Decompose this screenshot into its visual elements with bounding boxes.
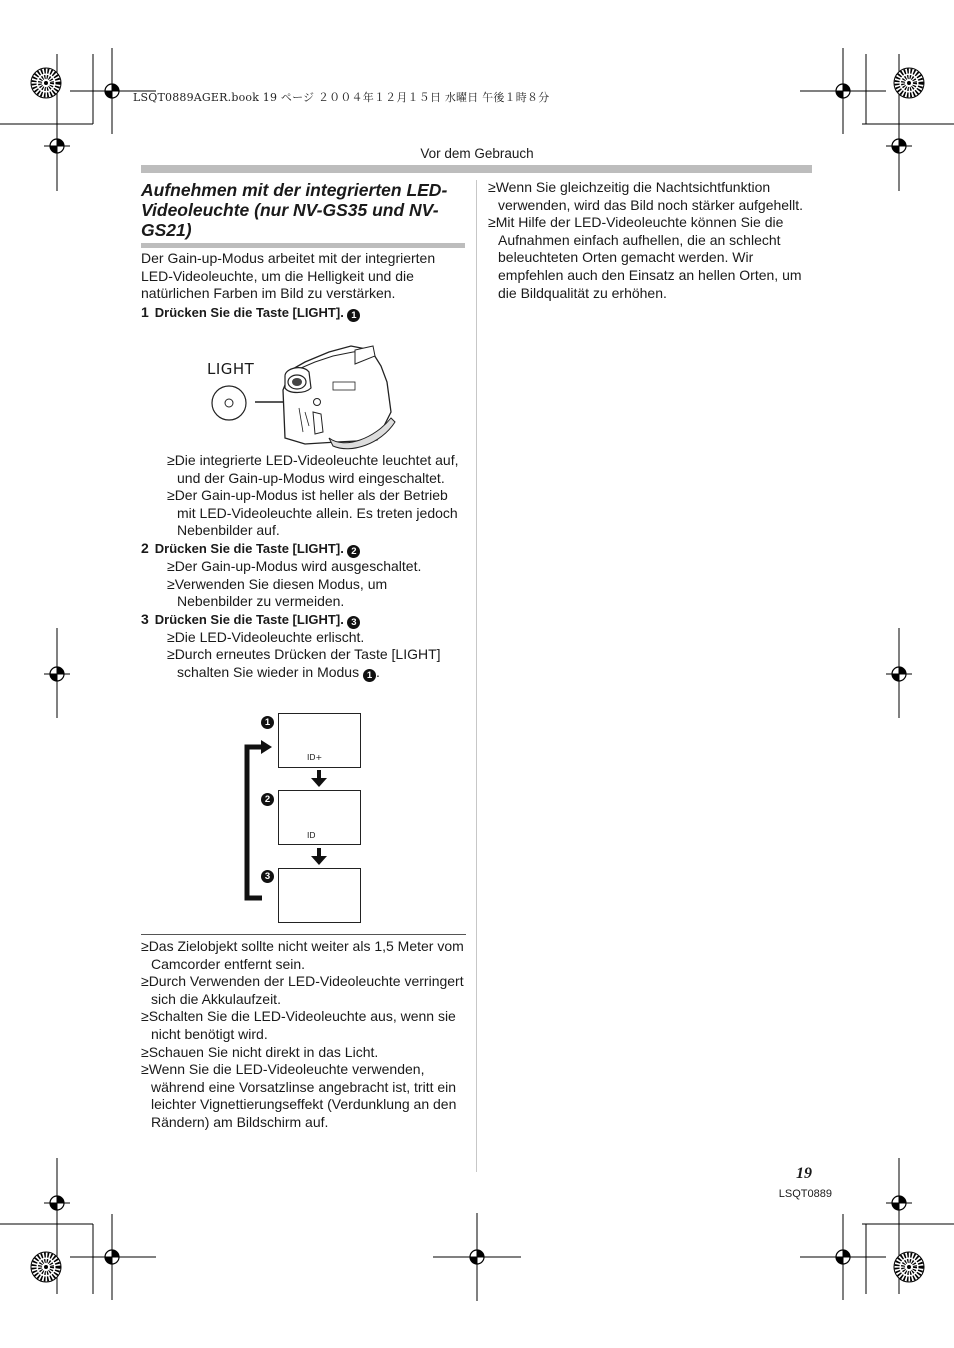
note-item: ≥Schauen Sie nicht direkt in das Licht. <box>141 1043 379 1060</box>
led-icon: ID <box>307 831 316 840</box>
header-bar <box>141 165 812 173</box>
step-1-bullet: ≥Die integrierte LED-Videoleuchte leuchtet auf, und der Gain-up-Modus wird eingeschaltet. <box>167 452 459 486</box>
left-column-steps <box>141 452 466 682</box>
step-text: Drücken Sie die Taste [LIGHT]. <box>154 540 344 556</box>
step-number: 2 <box>141 539 149 556</box>
title-rule <box>141 243 465 248</box>
section-header: Vor dem Gebrauch <box>420 146 534 161</box>
camcorder-illustration <box>205 342 400 454</box>
note-item: ≥Durch Verwenden der LED-Videoleuchte verringert sich die Akkulaufzeit. <box>141 973 464 1007</box>
note-item: ≥Schalten Sie die LED-Videoleuchte aus, wenn sie nicht benötigt wird. <box>141 1008 456 1042</box>
intro-text: Der Gain-up-Modus arbeitet mit der integrierten LED-Videoleuchte, um die Helligkeit und die natürlichen Farben im Bild zu verstärken. <box>141 250 436 302</box>
page-title: Aufnehmen mit der integrierten LED-Videoleuchte (nur NV-GS35 und NV-GS21) <box>141 180 448 240</box>
screen-gain-up <box>278 713 361 768</box>
step-1-bullet: ≥Der Gain-up-Modus ist heller als der Betrieb mit LED-Videoleuchte allein. Es treten jedoch Nebenbilder auf. <box>167 487 458 539</box>
right-column-notes <box>488 179 810 302</box>
marker-1-icon: 1 <box>363 669 376 682</box>
light-button-icon <box>212 386 246 420</box>
note-item: ≥Wenn Sie die LED-Videoleuchte verwenden, während eine Vorsatzlinse angebracht ist, tritt ein leichter Vignettierungseffekt (Verdunklung an den Rändern) am Bildschirm auf. <box>141 1061 457 1130</box>
step-2-bullet: ≥Der Gain-up-Modus wird ausgeschaltet. <box>167 557 422 574</box>
flow-marker-3-icon: 3 <box>261 870 274 883</box>
step-2 <box>141 540 466 558</box>
marker-3-icon: 3 <box>347 616 360 629</box>
page-number: 19 <box>796 1165 812 1182</box>
light-button-label: LIGHT <box>207 360 255 378</box>
screen-off <box>278 868 361 923</box>
bottom-notes <box>141 938 466 1132</box>
note-item: ≥Wenn Sie gleichzeitig die Nachtsichtfunktion verwenden, wird das Bild noch stärker aufgehellt. <box>488 179 804 213</box>
mode-flow-diagram <box>244 712 364 924</box>
marker-1-icon: 1 <box>347 309 360 322</box>
step-1 <box>141 304 466 322</box>
document-code: LSQT0889 <box>778 1188 832 1200</box>
step-number: 1 <box>141 303 149 320</box>
print-meta: LSQT0889AGER.book 19 ページ ２００４年１２月１５日 水曜日 午後１時８分 <box>133 91 550 104</box>
note-item: ≥Mit Hilfe der LED-Videoleuchte können Sie die Aufnahmen einfach aufhellen, die an schlecht beleuchteten Orten gemacht werden. Wir empfehlen auch den Einsatz an hellen Orten, um die Bildqualität zu erhöhen. <box>488 214 802 301</box>
step-number: 3 <box>141 610 149 627</box>
flow-marker-2-icon: 2 <box>261 793 274 806</box>
screen-led-only <box>278 790 361 845</box>
camcorder-drawing <box>205 342 400 454</box>
step-2-bullet: ≥Verwenden Sie diesen Modus, um Nebenbilder zu vermeiden. <box>167 575 388 610</box>
marker-2-icon: 2 <box>347 545 360 558</box>
step-3-bullet: ≥Durch erneutes Drücken der Taste [LIGHT] schalten Sie wieder in Modus 1 . <box>167 646 441 681</box>
step-text: Drücken Sie die Taste [LIGHT]. <box>154 304 344 320</box>
step-3 <box>141 611 466 629</box>
step-text: Drücken Sie die Taste [LIGHT]. <box>154 611 344 627</box>
left-column-intro <box>141 250 466 322</box>
column-divider <box>476 180 477 1172</box>
notes-rule <box>141 934 466 935</box>
led-gain-up-icon: ID+ <box>307 753 323 762</box>
note-item: ≥Das Zielobjekt sollte nicht weiter als 1,5 Meter vom Camcorder entfernt sein. <box>141 938 464 972</box>
flow-marker-1-icon: 1 <box>261 716 274 729</box>
step-3-bullet: ≥Die LED-Videoleuchte erlischt. <box>167 628 365 645</box>
